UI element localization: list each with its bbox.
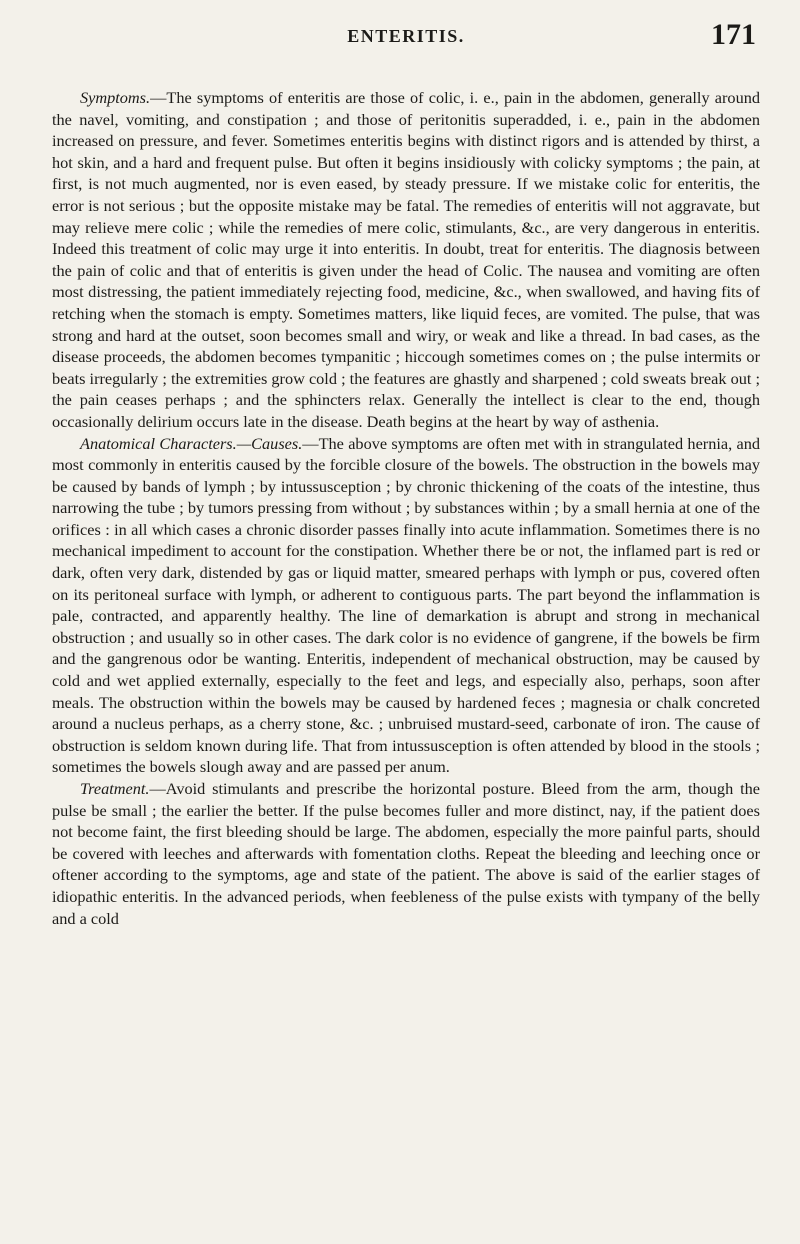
paragraph-text: —The above symptoms are often met with in strangulated hernia, and most commonly in enteritis caused by the forcible closure of the bowels. The obstruction in the bowels may be caused by bands of lymph ; by intussusception ; by chronic thickening of the coats of the intestine, thus narrowing the tube ; by tumors pressing from without ; by substances within ; by a small hernia at one of the orifices : in all which cases a chronic disorder passes finally into acute inflammation. Sometimes there is no mechanical impediment to account for the constipation. Whether there be or not, the inflamed part is red or dark, often very dark, distended by gas or liquid matter, smeared perhaps with lymph or pus, covered often on its peritoneal surface with lymph, or adherent to contiguous parts. The part beyond the inflammation is pale, contracted, and apparently healthy. The line of demarkation is abrupt and strong in mechanical obstruction ; and usually so in other cases. The dark color is no evidence of gangrene, if the bowels be firm and the gangrenous odor be wanting. Enteritis, independent of mechanical obstruction, may be caused by cold and wet applied externally, especially to the feet and legs, and especially also, perhaps, soon after meals. The obstruction within the bowels may be caused by hardened feces ; magnesia or chalk concreted around a nucleus perhaps, as a cherry stone, &c. ; unbruised mustard-seed, carbonate of iron. The cause of obstruction is seldom known during life. That from intussusception is often attended by blood in the stools ; sometimes the bowels slough away and are passed per anum. <box>52 433 760 777</box>
section-heading-anatomical-characters: Anatomical Characters.—Causes. <box>80 433 303 453</box>
paragraph-symptoms <box>52 87 760 433</box>
paragraph-treatment <box>52 778 760 929</box>
section-heading-treatment: Treatment. <box>80 779 150 798</box>
page-header <box>52 14 760 72</box>
paragraph-text: —The symptoms of enteritis are those of colic, i. e., pain in the abdomen, generally around the navel, vomiting, and constipation ; and those of peritonitis superadded, i. e., pain in the abdomen increased on pressure, and fever. Sometimes enteritis begins with distinct rigors and is attended by thirst, a hot skin, and a hard and frequent pulse. But often it begins insidiously with colicky symptoms ; the pain, at first, is not much augmented, nor is even eased, by steady pressure. If we mistake colic for enteritis, the error is not serious ; but the opposite mistake may be fatal. The remedies of enteritis will not aggravate, but may relieve mere colic ; while the remedies of mere colic, stimulants, &c., are very dangerous in enteritis. Indeed this treatment of colic may urge it into enteritis. In doubt, treat for enteritis. The diagnosis between the pain of colic and that of enteritis is given under the head of Colic. The nausea and vomiting are often most distressing, the patient immediately rejecting food, medicine, &c., when swallowed, and having fits of retching when the stomach is empty. Sometimes matters, like liquid feces, are vomited. The pulse, that was strong and hard at the outset, soon becomes small and wiry, or weak and like a thread. In bad cases, as the disease proceeds, the abdomen becomes tympanitic ; hiccough sometimes comes on ; the pulse intermits or beats irregularly ; the extremities grow cold ; the features are ghastly and sharpened ; cold sweats break out ; the pain ceases perhaps ; and the sphincters relax. Generally the intellect is clear to the end, though occasionally delirium occurs late in the disease. Death begins at the heart by way of asthenia. <box>52 88 760 431</box>
body-text <box>52 87 760 929</box>
section-heading-symptoms: Symptoms. <box>80 88 151 107</box>
paragraph-anatomical-characters <box>52 433 760 779</box>
paragraph-text: —Avoid stimulants and prescribe the horizontal posture. Bleed from the arm, though the pulse be small ; the earlier the better. If the pulse becomes fuller and more distinct, nay, if the patient does not become faint, the first bleeding should be large. The abdomen, especially the more painful parts, should be covered with leeches and afterwards with fomentation cloths. Repeat the bleeding and leeching once or oftener according to the symptoms, age and state of the patient. The above is said of the earlier stages of idiopathic enteritis. In the advanced periods, when feebleness of the pulse exists with tympany of the belly and a cold <box>52 779 760 928</box>
page-number: 171 <box>711 18 756 51</box>
running-head: ENTERITIS. <box>347 26 465 46</box>
